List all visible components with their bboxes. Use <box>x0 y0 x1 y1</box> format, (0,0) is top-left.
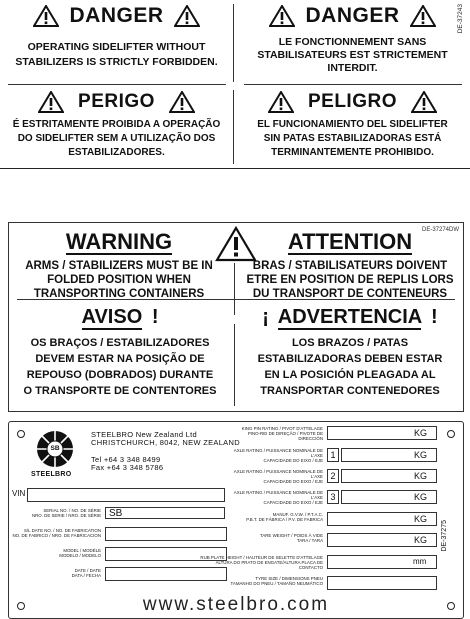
mounting-hole-icon <box>17 430 25 438</box>
danger-text-line: INTERDIT. <box>327 62 378 74</box>
danger-text-line: OPERATING SIDELIFTER WITHOUT <box>27 41 206 53</box>
warning-text-line: ETRE EN POSITION DE REPLIS LORS <box>246 274 454 286</box>
danger-title: PERIGO <box>78 91 155 112</box>
horizontal-divider <box>8 84 226 85</box>
warning-text-line: ARMS / STABILIZERS MUST BE IN <box>25 260 213 272</box>
website-text: www.steelbro.com <box>142 594 330 615</box>
exclamation-mark: ! <box>151 306 159 328</box>
warning-triangle-icon <box>410 5 436 27</box>
danger-english <box>0 4 233 70</box>
warning-title: ADVERTENCIA <box>277 306 422 328</box>
unit-label: mm <box>413 557 427 566</box>
warning-text-line: LOS BRAZOS / PATAS <box>291 337 409 349</box>
logo-badge: SB <box>50 445 60 452</box>
warning-french <box>238 231 462 301</box>
warning-triangle-icon <box>38 91 64 113</box>
warning-english <box>9 231 229 301</box>
field-label: SERIAL NO. / NO. DE SÉRIE NRO. DE SERIE / NRO. DE SÉRIE <box>31 508 101 518</box>
vertical-divider <box>234 263 235 315</box>
danger-title: DANGER <box>69 4 164 27</box>
company-fax: Fax +64 3 348 5786 <box>91 463 164 472</box>
danger-french <box>236 4 469 75</box>
axle-number: 3 <box>327 490 339 504</box>
danger-text-line: EL FUNCIONAMIENTO DEL SIDELIFTER <box>257 119 448 130</box>
warning-text-line: BRAS / STABILISATEURS DOIVENT <box>252 260 448 272</box>
warning-title: WARNING <box>65 229 173 254</box>
warning-text-line: DEVEM ESTAR NA POSIÇÃO DE <box>35 353 205 365</box>
field-label: S/L DATE NO. / NO. DE FABRICATION NO. DE FABRICO / NRO. DE FABRICACION <box>12 528 101 538</box>
vertical-divider <box>234 324 235 406</box>
warning-triangle-icon <box>33 5 59 27</box>
company-tel: Tel +64 3 348 8499 <box>91 455 161 464</box>
sign-code: DE-37243 <box>457 4 464 34</box>
warning-text-line: REPOUSO (DOBRADOS) DURANTE <box>26 369 214 381</box>
vertical-divider <box>233 90 234 164</box>
warning-title: ATTENTION <box>287 229 413 254</box>
field-label: TYRE SIZE / DIMENSIONS PNEU TAMANHO DO PNEU / TAMAÑO NEUMÁTICO <box>230 576 323 586</box>
vertical-divider <box>233 4 234 82</box>
tyre-size-field <box>327 576 437 590</box>
warning-text-line: OS BRAÇOS / ESTABILIZADORES <box>30 337 210 349</box>
vin-field <box>27 488 225 502</box>
unit-label: KG <box>414 471 428 481</box>
compliance-plate <box>8 421 464 619</box>
warning-triangle-icon <box>269 5 295 27</box>
logo-text: STEELBRO <box>31 471 72 478</box>
company-name: STEELBRO New Zealand Ltd <box>91 430 197 439</box>
field-label: AXLE RATING / PUISSANCE NOMINALE DE L'AXE CAPACIDADE DO EIXO / EJE <box>233 469 323 484</box>
field-label: TARE WEIGHT / POIDS À VIDE TARA / TARA <box>259 533 323 543</box>
plate-code: DE-37275 <box>441 520 448 552</box>
warning-title: AVISO <box>81 306 143 328</box>
danger-text-line: ESTABILIZADORES. <box>68 147 165 158</box>
danger-text-line: TERMINANTEMENTE PROHIBIDO. <box>271 147 434 158</box>
danger-text-line: DO SIDELIFTER SEM A UTILIZAÇÃO DOS <box>17 133 216 144</box>
field-label: MODEL / MODÈLE MODELO / MODELO <box>59 548 101 558</box>
axle-number: 2 <box>327 469 339 483</box>
warning-triangle-icon <box>411 91 437 113</box>
warning-triangle-icon <box>169 91 195 113</box>
exclamation-mark: ! <box>431 306 438 328</box>
warning-text-line: O TRANSPORTE DE CONTENTORES <box>23 385 217 397</box>
warning-text-line: EN LA POSICIÓN PLEAGADA AL <box>264 369 436 381</box>
danger-text-line: LE FONCTIONNEMENT SANS <box>278 36 427 48</box>
danger-text-line: SIN PATAS ESTABILIZADORAS ESTÁ <box>263 133 442 144</box>
warning-portuguese <box>9 305 231 399</box>
danger-title: PELIGRO <box>307 91 397 112</box>
exclamation-open-mark: ¡ <box>262 306 269 328</box>
field-label: KING PIN RATING / PIVOT D'ATTELAGE PINO-REI DE DIREÇÃO / PIVOTE DE DIRECCIÓN <box>241 426 323 441</box>
unit-label: KG <box>414 514 428 524</box>
field-label: AXLE RATING / PUISSANCE NOMINALE DE L'AXE CAPACIDADE DO EIXO / EJE <box>233 448 323 463</box>
company-info <box>91 431 240 472</box>
axle-number: 1 <box>327 448 339 462</box>
warning-text-line: DU TRANSPORT DE CONTENEURS <box>252 288 448 300</box>
field-label: AXLE RATING / PUISSANCE NOMINALE DE L'AXE CAPACIDADE DO EIXO / EJE <box>233 490 323 505</box>
horizontal-divider <box>244 84 462 85</box>
vin-label: VIN <box>12 489 26 498</box>
danger-text-line: STABILIZERS IS STRICTLY FORBIDDEN. <box>15 56 218 68</box>
warning-spanish <box>238 305 462 399</box>
warning-triangle-icon <box>268 91 294 113</box>
warning-text-line: ESTABILIZADORAS DEBEN ESTAR <box>257 353 443 365</box>
company-city: CHRISTCHURCH, 8042, NEW ZEALAND <box>91 438 240 447</box>
warning-sign-panel <box>8 222 464 412</box>
danger-spanish <box>236 91 469 160</box>
danger-title: DANGER <box>305 4 400 27</box>
serial-number-field: SB <box>105 507 225 519</box>
unit-label: KG <box>414 428 428 438</box>
warning-triangle-icon <box>174 5 200 27</box>
field-label: DATE / DATE DATA / FECHA <box>71 568 101 578</box>
danger-sign-panel <box>0 0 470 169</box>
danger-text-line: STABILISATEURS EST STRICTEMENT <box>257 49 448 61</box>
field-label: RUB PLATE HEIGHT / HAUTEUR DE SELETTE D'ATTELAGE ALTURA DO PRATO DE ENGATE/ALTURA PLACA DE CONTACTO <box>200 555 323 570</box>
warning-text-line: TRANSPORTING CONTAINERS <box>33 288 205 300</box>
unit-label: KG <box>414 535 428 545</box>
sign-code: DE-37274DW <box>421 227 459 233</box>
fabrication-number-field <box>105 527 227 541</box>
danger-portuguese <box>0 91 233 160</box>
field-label: MANUF. G.V.W. / P.T.A.C. P.B.T. DE FÁBRICA / P.V. DE FABRICA <box>246 512 323 522</box>
warning-text-line: FOLDED POSITION WHEN <box>47 274 191 286</box>
danger-text-line: É ESTRITAMENTE PROIBIDA A OPERAÇÃO <box>12 119 221 130</box>
unit-label: KG <box>414 492 428 502</box>
unit-label: KG <box>414 450 428 460</box>
mounting-hole-icon <box>447 430 455 438</box>
warning-text-line: TRANSPORTAR CONTENEDORES <box>260 385 440 397</box>
